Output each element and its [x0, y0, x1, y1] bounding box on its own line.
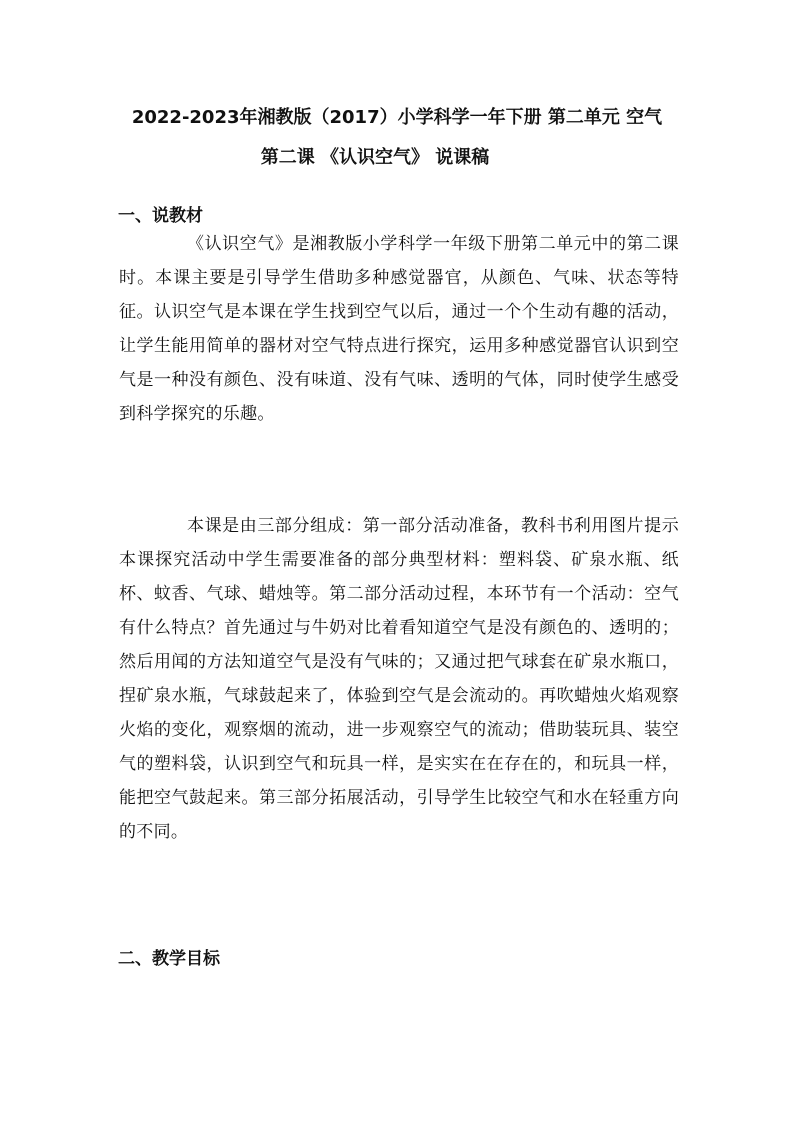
paragraph-lesson-structure: 本课是由三部分组成：第一部分活动准备，教科书利用图片提示本课探究活动中学生需要准备的部分典型材料：塑料袋、矿泉水瓶、纸杯、蚊香、气球、蜡烛等。第二部分活动过程，本环节有一个活动：空气有什么特点？首先通过与牛奶对比着看知道空气是没有颜色的、透明的；然后用闻的方法知道空气是没有气味的；又通过把气球套在矿泉水瓶口，捏矿泉水瓶，气球鼓起来了，体验到空气是会流动的。再吹蜡烛火焰观察火焰的变化，观察烟的流动，进一步观察空气的流动；借助装玩具、装空气的塑料袋，认识到空气和玩具一样，是实实在在存在的，和玩具一样，能把空气鼓起来。第三部分拓展活动，引导学生比较空气和水在轻重方向的不同。	[119, 516, 679, 842]
section-heading-teaching-material: 一、说教材	[118, 206, 203, 226]
document-title-line-2: 第二课 《认识空气》 说课稿	[260, 147, 490, 168]
section-heading-teaching-goals: 二、教学目标	[118, 949, 220, 969]
document-title-line-1: 2022-2023年湘教版（2017）小学科学一年下册 第二单元 空气	[131, 107, 663, 128]
paragraph-intro: 《认识空气》是湘教版小学科学一年级下册第二单元中的第二课时。本课主要是引导学生借助多种感觉器官，从颜色、气味、状态等特征。认识空气是本课在学生找到空气以后，通过一个个生动有趣的活动，让学生能用简单的器材对空气特点进行探究，运用多种感觉器官认识到空气是一种没有颜色、没有味道、没有气味、透明的气体，同时使学生感受到科学探究的乐趣。	[119, 234, 679, 424]
